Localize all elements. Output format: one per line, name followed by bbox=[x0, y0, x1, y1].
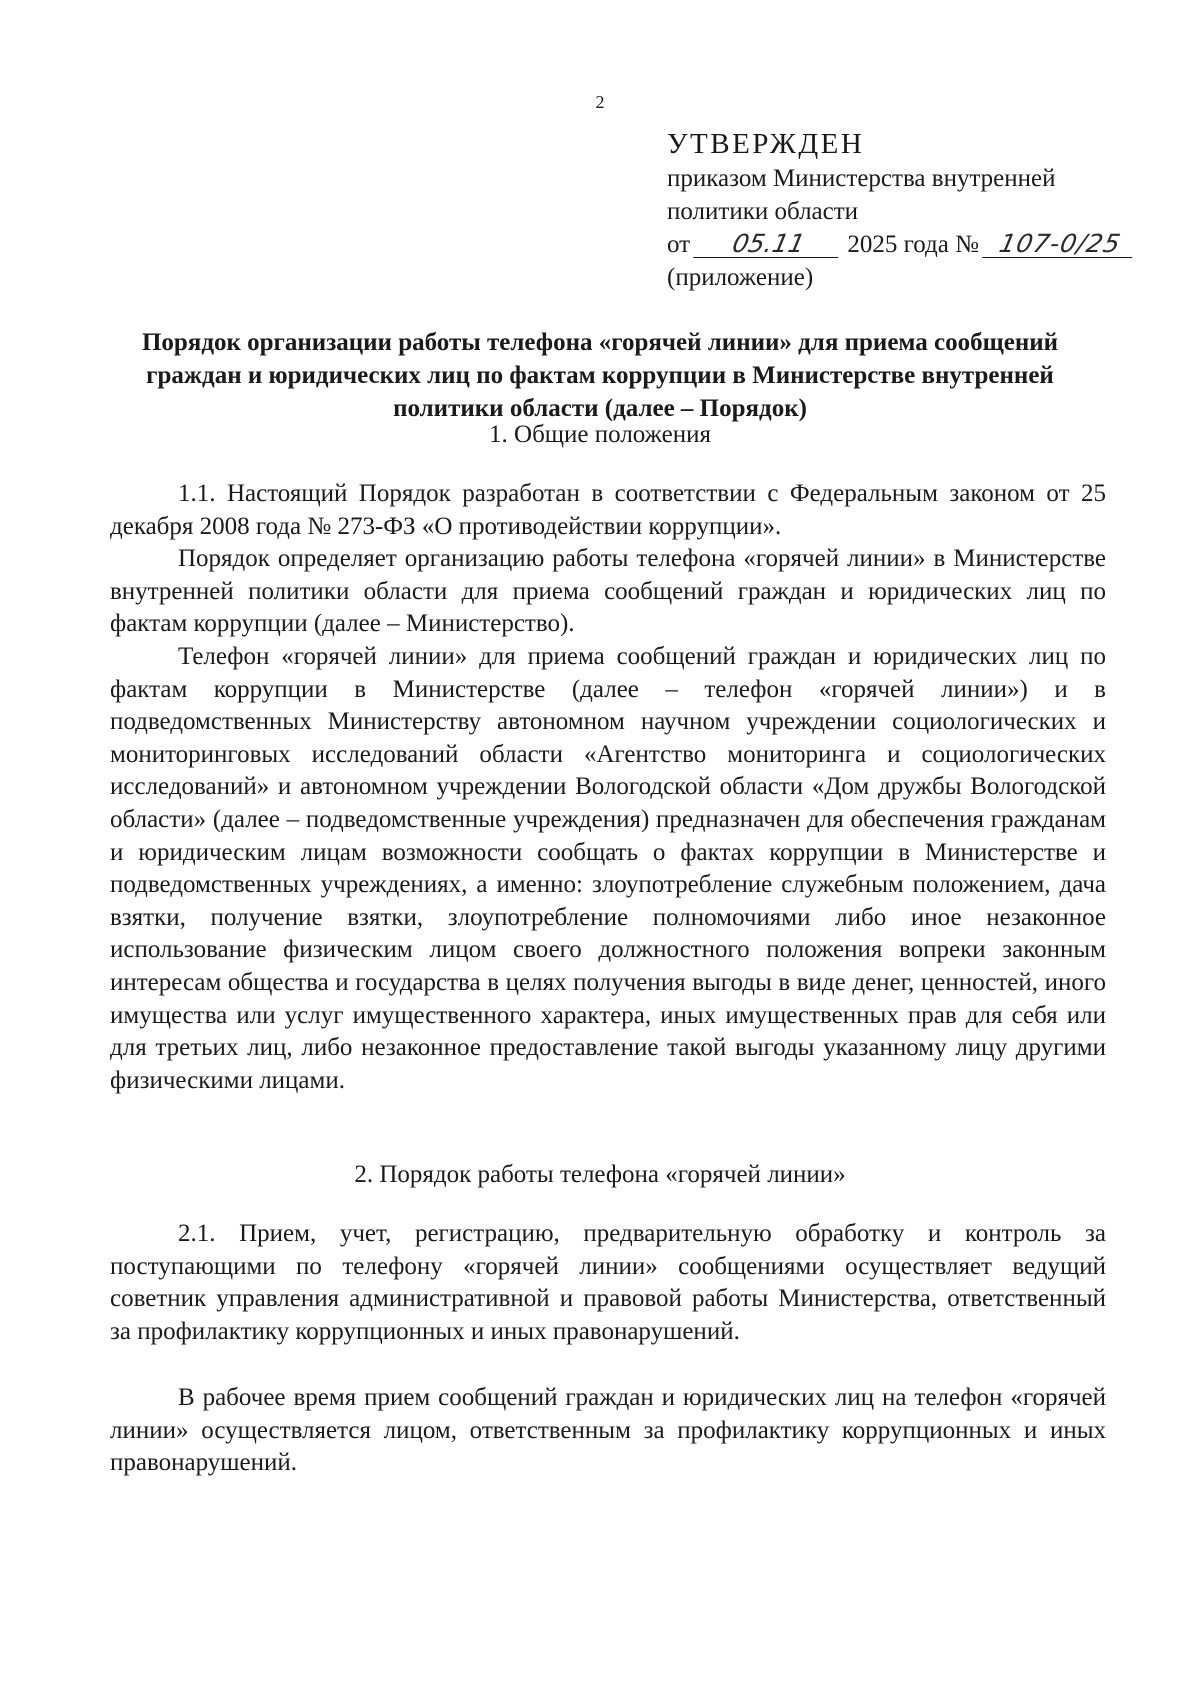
handwritten-date: 05.11 bbox=[693, 231, 844, 258]
handwritten-order-number: 107-0/25 bbox=[982, 231, 1138, 258]
approval-line-ministry: политики области bbox=[667, 198, 859, 225]
approval-date-prefix: от bbox=[667, 231, 691, 258]
page-number: 2 bbox=[595, 92, 605, 112]
paragraph-1-2: Порядок определяет организацию работы телефона «горячей линии» в Министерстве внутренней политики области для приема сообщений граждан и юридических лиц по фактам коррупции (далее – Министерство). bbox=[110, 545, 1106, 638]
approval-line-order: приказом Министерства внутренней bbox=[667, 165, 1056, 192]
approval-date-line bbox=[667, 228, 1167, 261]
section-1-heading: 1. Общие положения bbox=[489, 421, 711, 448]
document-title: Порядок организации работы телефона «горячей линии» для приема сообщений граждан и юридических лиц по фактам коррупции в Министерстве внутренней политики области (далее – Порядок) bbox=[141, 329, 1059, 422]
paragraph-1-3: Телефон «горячей линии» для приема сообщений граждан и юридических лиц по фактам коррупции в Министерстве (далее – телефон «горячей линии») и в подведомственных Министерству автономном научном учреждении социологических и мониторинговых исследований области «Агентство мониторинга и социологических исследований» и автономном учреждении Вологодской области «Дом дружбы Вологодской области» (далее – подведомственные учреждения) предназначен для обеспечения гражданам и юридическим лицам возможности сообщать о фактах коррупции в Министерстве и подведомственных учреждениях, а именно: злоупотребление служебным положением, дача взятки, получение взятки, злоупотребление полномочиями либо иное незаконное использование физическим лицом своего должностного положения вопреки законным интересам общества и государства в целях получения выгоды в виде денег, ценностей, иного имущества или услуг имущественного характера, иных имущественных прав для себя или для третьих лиц, либо незаконное предоставление такой выгоды указанному лицу другими физическими лицами. bbox=[110, 643, 1106, 1094]
approval-year-text: 2025 года № bbox=[847, 231, 979, 258]
paragraph-2-1: 2.1. Прием, учет, регистрацию, предварительную обработку и контроль за поступающими по телефону «горячей линии» сообщениями осуществляет ведущий советник управления административной и правовой работы Министерства, ответственный за профилактику коррупционных и иных правонарушений. bbox=[110, 1220, 1106, 1345]
approval-heading: УТВЕРЖДЕН bbox=[667, 128, 865, 160]
section-2-heading: 2. Порядок работы телефона «горячей линии» bbox=[354, 1161, 846, 1188]
paragraph-2-2: В рабочее время прием сообщений граждан и юридических лиц на телефон «горячей линии» осуществляется лицом, ответственным за профилактику коррупционных и иных правонарушений. bbox=[110, 1384, 1106, 1477]
paragraph-1-1: 1.1. Настоящий Порядок разработан в соответствии с Федеральным законом от 25 декабря 2008 года № 273-ФЗ «О противодействии коррупции». bbox=[110, 480, 1106, 540]
approval-attachment: (приложение) bbox=[667, 264, 814, 291]
approval-block bbox=[667, 126, 1167, 294]
